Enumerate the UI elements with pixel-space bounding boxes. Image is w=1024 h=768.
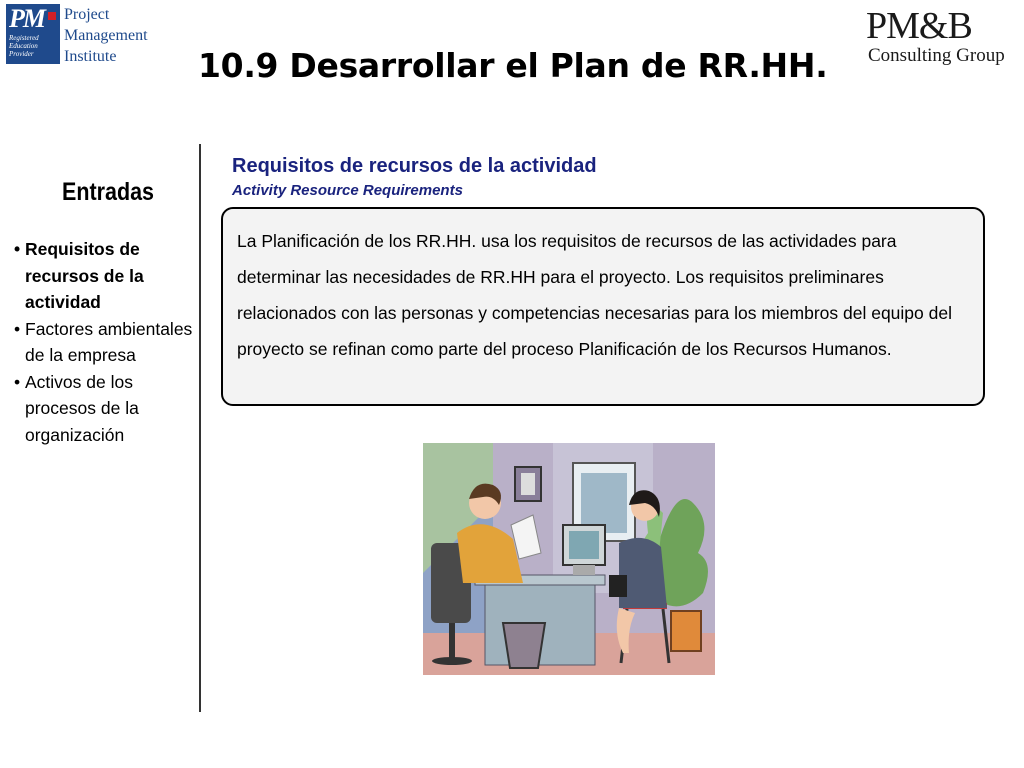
pmb-logo-sub: Consulting Group <box>868 45 1005 66</box>
sidebar-title: Entradas <box>62 178 155 206</box>
vertical-divider <box>199 144 201 712</box>
list-item: • Activos de los procesos de la organización <box>14 369 196 449</box>
inputs-list <box>14 236 196 448</box>
pmb-logo-main: PM&B <box>866 5 972 47</box>
section-heading: Requisitos de recursos de la actividad <box>232 155 597 177</box>
slide-title: 10.9 Desarrollar el Plan de RR.HH. <box>198 46 828 85</box>
description-box <box>221 207 985 406</box>
pmi-logo-text <box>64 4 148 67</box>
list-item: • Requisitos de recursos de la actividad <box>14 236 196 316</box>
pmi-logo-line-3: Institute <box>64 48 117 65</box>
pmi-logo-line-1: Project <box>64 6 110 23</box>
pmi-logo-mark <box>6 4 60 64</box>
office-interview-illustration <box>423 443 715 675</box>
description-text: La Planificación de los RR.HH. usa los requisitos de recursos de las actividades para determinar las necesidades de RR.HH para el proyecto. Los requisitos preliminares relacionados con las personas y competencias necesarias para los miembros del equipo del proyecto se refinan como parte del proceso Planificación de los Recursos Humanos. <box>237 231 952 359</box>
pmi-logo-red-square <box>48 12 56 20</box>
pmi-logo-letters: PM <box>9 4 44 33</box>
section-subheading: Activity Resource Requirements <box>232 182 463 199</box>
pmi-logo-tag-3: Provider <box>9 50 34 58</box>
pmi-logo-tag-1: Registered <box>9 34 39 42</box>
pmi-logo-tag-2: Education <box>9 42 38 50</box>
pmi-logo-line-2: Management <box>64 27 148 44</box>
pmb-logo <box>866 6 1016 70</box>
pmi-logo <box>6 4 151 66</box>
list-item: • Factores ambientales de la empresa <box>14 316 196 369</box>
